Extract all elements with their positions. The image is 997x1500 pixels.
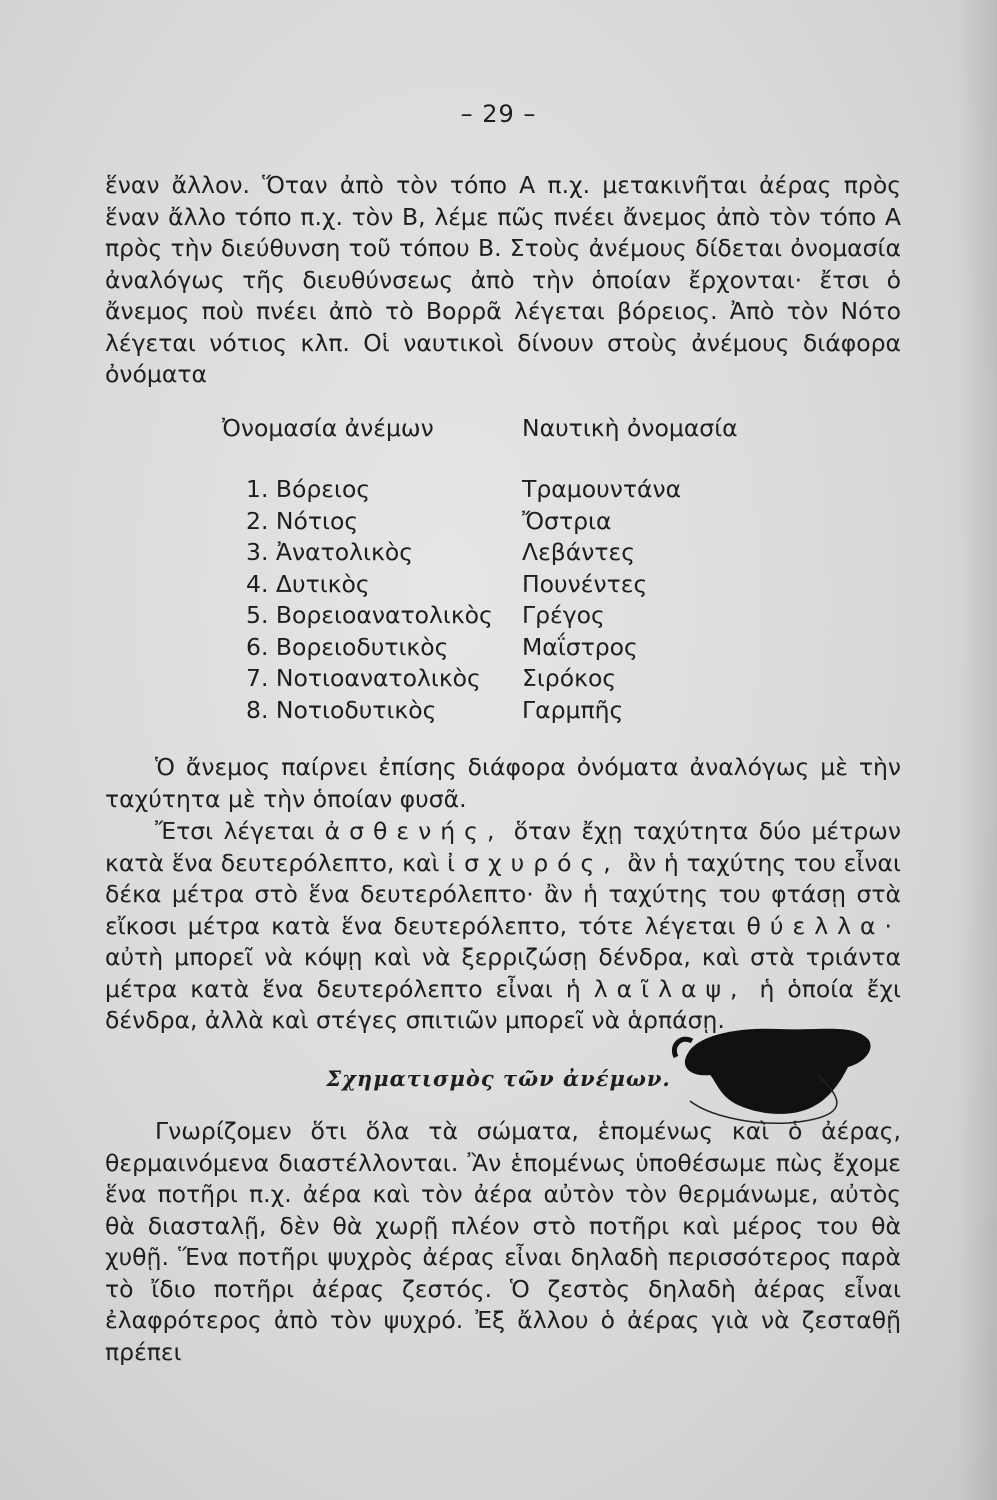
term-asthenis: ἀσθενής,: [324, 817, 504, 845]
nautical-name: Τραμουντάνα: [522, 475, 682, 503]
wind-name: 5. Βορειοανατολικὸς: [246, 601, 493, 629]
paragraph-wind-formation: Γνωρίζομεν ὅτι ὅλα τὰ σώματα, ἑπομένως καὶ ὁ ἀέρας, θερμαινόμενα διαστέλλονται. Ἂν ἑπομένως ὑποθέσωμε πὼς ἔχομε ἕνα ποτῆρι π.χ. ἀέρα καὶ τὸν ἀέρα αὐτὸν τὸν θερμάνωμε, αὐτὸς θὰ διασταλῇ, δὲν θὰ χωρῇ πλέον στὸ ποτῆρι καὶ μέρος του θὰ χυθῇ. Ἕνα ποτῆρι ψυχρὸς ἀέρας εἶναι δηλαδὴ περισσότερος παρὰ τὸ ἴδιο ποτῆρι ἀέρας ζεστός. Ὁ ζεστὸς δηλαδὴ ἀέρας εἶναι ἐλαφρότερος ἀπὸ τὸν ψυχρό. Ἐξ ἄλλου ὁ ἀέρας γιὰ νὰ ζεσταθῇ πρέπει: [105, 1117, 901, 1366]
table-row: [222, 600, 782, 632]
term-ischyros: ἰσχυρός,: [447, 848, 620, 877]
nautical-name: Ὄστρια: [522, 506, 612, 535]
header-nautical-name: Ναυτικὴ ὀνομασία: [522, 414, 738, 442]
nautical-name: Πουνέντες: [522, 569, 648, 598]
table-row: [222, 474, 782, 506]
table-row: [222, 695, 782, 727]
text-segment: αὐτὴ μπορεῖ νὰ κόψῃ καὶ νὰ ξερριζώσῃ δένδρα, καὶ στὰ τριάντα μέτρα κατὰ ἕνα δευτερόλεπτο εἶναι ἡ: [105, 943, 901, 1003]
term-lailaps: λαῖλαψ,: [593, 974, 747, 1003]
table-row: [222, 537, 782, 569]
wind-name: 1. Βόρειος: [246, 475, 371, 503]
wind-name: 7. Νοτιοανατολικὸς: [246, 664, 481, 692]
table-row: [222, 632, 782, 664]
table-row: [222, 569, 782, 601]
nautical-name: Σιρόκος: [522, 664, 617, 692]
wind-name: 2. Νότιος: [246, 506, 359, 535]
nautical-name: Γρέγος: [522, 601, 605, 629]
paragraph-speed-intro: Ὁ ἄνεμος παίρνει ἐπίσης διάφορα ὀνόματα ἀναλόγως μὲ τὴν ταχύτητα μὲ τὴν ὁποίαν φυσᾶ.: [105, 753, 901, 813]
table-row: [222, 663, 782, 695]
nautical-name: Γαρμπῆς: [522, 695, 624, 724]
section-heading: Σχηματισμὸς τῶν ἀνέμων.: [326, 1066, 671, 1091]
text-segment: ἂν ἡ ταχύτης του εἶναι δέκα μέτρα στὸ ἕνα δευτερόλεπτο· ἂν ἡ ταχύτης του φτάσῃ στὰ εἴκοσι μέτρα κατὰ ἕνα δευτερόλεπτο, τότε λέγεται: [105, 848, 901, 940]
table-body: [222, 474, 782, 726]
wind-name: 6. Βορειοδυτικὸς: [246, 632, 449, 661]
wind-name: 3. Ἀνατολικὸς: [246, 538, 413, 566]
wind-names-table: [222, 414, 782, 726]
nautical-name: Μαΐστρος: [522, 632, 638, 661]
text-segment: Ἔτσι λέγεται: [155, 817, 325, 845]
page-number: – 29 –: [460, 100, 537, 128]
text-segment: ὅταν ἔχῃ ταχύτητα δύο μέτρων κατὰ ἕνα δευτερόλεπτο, καὶ: [105, 817, 901, 877]
paragraph-wind-strength: [105, 816, 901, 1037]
wind-name: 8. Νοτιοδυτικὸς: [246, 695, 437, 724]
page-edge-shadow: [957, 0, 997, 1500]
table-header: [222, 414, 782, 464]
wind-name: 4. Δυτικὸς: [246, 569, 370, 598]
paragraph-intro: ἕναν ἄλλον. Ὅταν ἀπὸ τὸν τόπο Α π.χ. μετακινῆται ἀέρας πρὸς ἕναν ἄλλο τόπο π.χ. τὸν Β, λέμε πῶς πνέει ἄνεμος ἀπὸ τὸν τόπο Α πρὸς τὴν διεύθυνση τοῦ τόπου Β. Στοὺς ἀνέμους δίδεται ὀνομασία ἀναλόγως τῆς διευθύνσεως ἀπὸ τὴν ὁποίαν ἔρχονται· ἔτσι ὁ ἄνεμος ποὺ πνέει ἀπὸ τὸ Βορρᾶ λέγεται βόρειος. Ἀπὸ τὸν Νότο λέγεται νότιος κλπ. Οἱ ναυτικοὶ δίνουν στοὺς ἀνέμους διάφορα ὀνόματα: [105, 171, 901, 388]
ink-blot: [668, 1005, 878, 1125]
text-segment: ἡ ὁποία ἔχι δένδρα, ἀλλὰ καὶ στέγες σπιτιῶν μπορεῖ νὰ ἁρπάσῃ.: [105, 974, 901, 1034]
header-wind-name: Ὀνομασία ἀνέμων: [222, 414, 434, 442]
table-row: [222, 506, 782, 538]
term-thyella: θύελλα·: [746, 911, 901, 940]
nautical-name: Λεβάντες: [522, 538, 636, 566]
